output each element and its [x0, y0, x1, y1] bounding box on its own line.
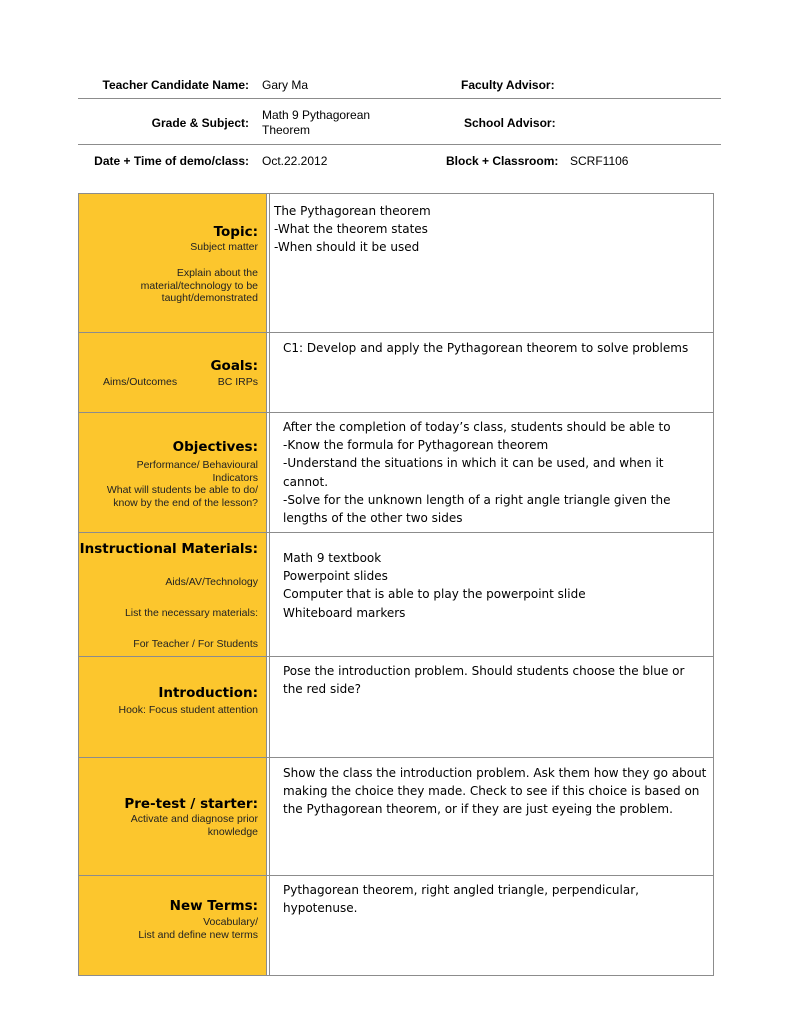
header-row-grade [78, 99, 721, 145]
header-row-candidate [78, 68, 721, 99]
row-introduction [79, 657, 713, 758]
objectives-sub-line1: Performance/ Behavioural [136, 459, 258, 471]
materials-content [283, 549, 701, 622]
goals-aims-outcomes: Aims/Outcomes [103, 376, 178, 388]
pretest-line: the Pythagorean theorem, or if they are just eyeing the problem. [283, 802, 673, 817]
materials-for-teacher-students: For Teacher / For Students [133, 638, 258, 650]
goals-label-cell [79, 333, 266, 412]
pretest-label-cell [79, 758, 266, 875]
topic-explain-line3: taught/demonstrated [161, 292, 258, 304]
introduction-hook: Hook: Focus student attention [118, 704, 258, 716]
materials-aids: Aids/AV/Technology [165, 576, 258, 588]
topic-content-cell [270, 194, 713, 332]
row-instructional-materials [79, 533, 713, 657]
goals-content [283, 339, 701, 357]
introduction-line: the red side? [283, 682, 361, 697]
introduction-label-cell [79, 657, 266, 757]
objectives-sub-line3: What will students be able to do/ [106, 484, 258, 496]
row-topic [79, 194, 713, 333]
pretest-sub-line1: Activate and diagnose prior [130, 813, 258, 825]
faculty-advisor-label: Faculty Advisor: [461, 78, 555, 92]
introduction-content-cell [270, 657, 713, 757]
pretest-line: making the choice they made. Check to see if this choice is based on [283, 784, 700, 799]
row-new-terms [79, 876, 713, 975]
row-pretest-starter [79, 758, 713, 876]
newterms-content [283, 881, 701, 917]
date-time-value: Oct.22.2012 [262, 154, 328, 168]
introduction-title: Introduction: [158, 685, 258, 701]
newterms-sub-line2: List and define new terms [138, 928, 258, 941]
newterms-line: Pythagorean theorem, right angled triangle, perpendicular, [283, 883, 639, 897]
row-objectives [79, 413, 713, 533]
date-time-label: Date + Time of demo/class: [94, 154, 249, 168]
block-classroom-value: SCRF1106 [570, 154, 629, 168]
materials-line: Math 9 textbook [283, 551, 382, 565]
newterms-title: New Terms: [169, 898, 258, 914]
topic-explain-line1: Explain about the [176, 267, 258, 279]
row-goals [79, 333, 713, 413]
topic-title: Topic: [213, 224, 258, 240]
topic-content [274, 202, 701, 257]
candidate-value: Gary Ma [262, 78, 309, 92]
goals-bc-irps: BC IRPs [217, 376, 258, 388]
materials-line: Powerpoint slides [283, 569, 388, 584]
candidate-label: Teacher Candidate Name: [102, 78, 249, 92]
objectives-line: cannot. [283, 474, 329, 489]
topic-line: -What the theorem states [274, 222, 428, 237]
block-classroom-label: Block + Classroom: [446, 154, 559, 168]
grade-subject-value-line2: Theorem [262, 123, 311, 137]
topic-subject-matter: Subject matter [190, 241, 258, 253]
introduction-content [283, 662, 701, 698]
objectives-line: -Understand the situations in which it can be used, and when it [283, 456, 664, 471]
materials-line: Whiteboard markers [283, 605, 406, 620]
materials-list: List the necessary materials: [124, 607, 258, 619]
objectives-line: -Solve for the unknown length of a right angle triangle given the [283, 492, 671, 507]
objectives-line: After the completion of today’s class, students should be able to [283, 420, 671, 434]
header-row-date [78, 145, 721, 175]
introduction-line: Pose the introduction problem. Should students choose the blue or [283, 664, 685, 678]
objectives-line: lengths of the other two sides [283, 511, 463, 526]
materials-line: Computer that is able to play the powerpoint slide [283, 587, 586, 602]
header-info-table [78, 68, 721, 175]
topic-label-cell [79, 194, 266, 332]
objectives-content [283, 418, 701, 527]
materials-title: Instructional Materials: [79, 541, 258, 557]
newterms-line: hypotenuse. [283, 901, 358, 916]
pretest-content-cell [270, 758, 713, 875]
newterms-sub-line1: Vocabulary/ [203, 916, 258, 928]
objectives-sub-line2: Indicators [212, 471, 258, 484]
objectives-label-cell [79, 413, 266, 532]
objectives-title: Objectives: [172, 439, 258, 455]
pretest-title: Pre-test / starter: [124, 796, 258, 812]
pretest-content [283, 764, 707, 819]
goals-title: Goals: [210, 358, 258, 374]
pretest-line: Show the class the introduction problem. Ask them how they go about [283, 766, 707, 780]
materials-label-cell [79, 533, 266, 656]
grade-subject-label: Grade & Subject: [151, 116, 249, 130]
newterms-content-cell [270, 876, 713, 975]
topic-line: The Pythagorean theorem [274, 204, 431, 218]
objectives-content-cell [270, 413, 713, 532]
objectives-line: -Know the formula for Pythagorean theorem [283, 438, 549, 453]
goals-content-cell [270, 333, 713, 412]
goals-line: C1: Develop and apply the Pythagorean theorem to solve problems [283, 341, 689, 355]
newterms-label-cell [79, 876, 266, 975]
topic-line: -When should it be used [274, 240, 420, 255]
objectives-sub-line4: know by the end of the lesson? [113, 496, 258, 509]
materials-content-cell [270, 533, 713, 656]
grade-subject-value-line1: Math 9 Pythagorean [262, 108, 371, 122]
pretest-sub-line2: knowledge [207, 825, 258, 838]
school-advisor-label: School Advisor: [464, 116, 556, 130]
topic-explain-line2: material/technology to be [140, 279, 258, 292]
lesson-plan-table [78, 193, 714, 976]
